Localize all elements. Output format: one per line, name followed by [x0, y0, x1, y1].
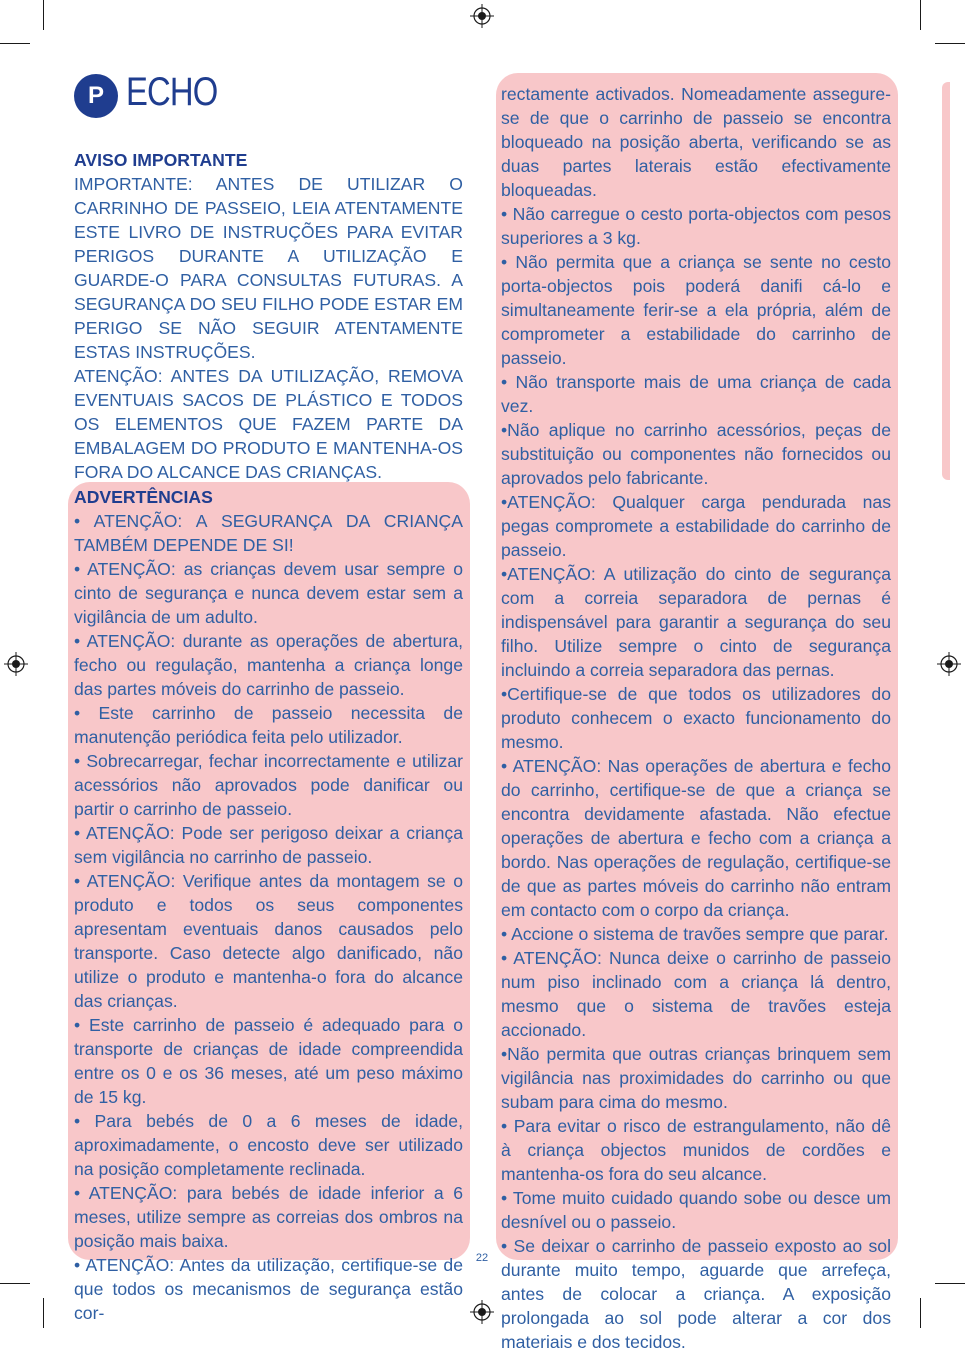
warning-item: •ATENÇÃO: A utilização do cinto de segurança com a correia separadora de pernas é indispensável para garantir a segurança do seu filho. Utilize sempre o cinto de segurança incluindo a correia separadora das pernas. [501, 564, 891, 680]
notice-paragraph: ATENÇÃO: ANTES DA UTILIZAÇÃO, REMOVA EVENTUAIS SACOS DE PLÁSTICO E TODOS OS ELEMENTOS QUE FAZEM PARTE DA EMBALAGEM DO PRODUTO E MANTENHA-OS FORA DO ALCANCE DAS CRIANÇAS. [74, 366, 463, 482]
crop-mark [43, 0, 44, 30]
warning-item: • Não permita que a criança se sente no cesto porta-objectos pois poderá danifi cá-lo e simultaneamente ferir-se a ela própria, além de comprometer a estabilidade do carrinho de passeio. [501, 252, 891, 368]
registration-mark-icon [470, 4, 494, 28]
warning-item: • ATENÇÃO: Pode ser perigoso deixar a criança sem vigilância no carrinho de passeio. [74, 823, 463, 867]
notice-paragraph: IMPORTANTE: ANTES DE UTILIZAR O CARRINHO DE PASSEIO, LEIA ATENTAMENTE ESTE LIVRO DE INSTRUÇÕES PARA EVITAR PERIGOS DURANTE A UTILIZAÇÃO E GUARDE-O PARA CONSULTAS FUTURAS. A SEGURANÇA DO SEU FILHO PODE ESTAR EM PERIGO SE NÃO SEGUIR ATENTAMENTE ESTAS INSTRUÇÕES. [74, 174, 463, 362]
crop-mark [935, 1283, 965, 1284]
crop-mark [935, 43, 965, 44]
warning-item: • ATENÇÃO: Nas operações de abertura e fecho do carrinho, certifique-se de que a criança se encontra devidamente afastada. Não efectue operações de abertura e fecho com a criança a bordo. Nas operações de regulação, certifique-se de que as partes móveis do carrinho não entram em contacto com o corpo da criança. [501, 756, 891, 920]
important-notice [74, 148, 463, 484]
warning-item: •Não permita que outras crianças brinquem sem vigilância nas proximidades do carrinho ou que subam para cima do mesmo. [501, 1044, 891, 1112]
warning-item: • Se deixar o carrinho de passeio exposto ao sol durante muito tempo, aguarde que arrefeça, antes de colocar a criança. A exposição prolongada ao sol pode alterar a cor dos materiais e dos tecidos. [501, 1236, 891, 1352]
warning-item: • ATENÇÃO: Verifique antes da montagem se o produto e todos os seus componentes apresentam eventuais danos causados pelo transporte. Caso detecte algo danificado, não utilize o produto e mantenha-o fora do alcance das crianças. [74, 871, 463, 1011]
warning-item: • ATENÇÃO: as crianças devem usar sempre o cinto de segurança e nunca devem estar sem a vigilância de um adulto. [74, 559, 463, 627]
warning-item: • ATENÇÃO: Nunca deixe o carrinho de passeio num piso inclinado com a criança lá dentro, mesmo que o sistema de travões esteja accionado. [501, 948, 891, 1040]
warnings-heading: ADVERTÊNCIAS [74, 487, 213, 507]
warning-item: rectamente activados. Nomeadamente assegure-se de que o carrinho de passeio se encontra bloqueado na posição aberta, verificando se as duas partes laterais estão efectivamente bloqueadas. [501, 84, 891, 200]
warning-item: • Este carrinho de passeio necessita de manutenção periódica feita pelo utilizador. [74, 703, 463, 747]
warning-item: • Este carrinho de passeio é adequado para o transporte de crianças de idade compreendida entre os 0 e os 36 meses, até um peso máximo de 15 kg. [74, 1015, 463, 1107]
crop-mark [0, 43, 30, 44]
warning-item: • Accione o sistema de travões sempre que parar. [501, 924, 889, 944]
crop-mark [920, 0, 921, 30]
warnings-column-right [501, 82, 891, 1354]
warnings-column-left [74, 485, 463, 1325]
product-title: ECHO [126, 70, 218, 114]
warning-item: • Não carregue o cesto porta-objectos com pesos superiores a 3 kg. [501, 204, 891, 248]
registration-mark-icon [470, 1300, 494, 1324]
language-badge: P [74, 74, 118, 118]
warning-item: •ATENÇÃO: Qualquer carga pendurada nas pegas compromete a estabilidade do carrinho de passeio. [501, 492, 891, 560]
notice-heading: AVISO IMPORTANTE [74, 150, 248, 170]
warning-item: • Tome muito cuidado quando sobe ou desce um desnível ou o passeio. [501, 1188, 891, 1232]
crop-mark [920, 1298, 921, 1328]
registration-mark-icon [937, 652, 961, 676]
registration-mark-icon [4, 652, 28, 676]
edge-color-strip [942, 82, 950, 480]
warning-item: •Certifique-se de que todos os utilizadores do produto conhecem o exacto funcionamento do mesmo. [501, 684, 891, 752]
warning-item: • ATENÇÃO: Antes da utilização, certifique-se de que todos os mecanismos de segurança estão cor- [74, 1255, 463, 1323]
warning-item: • Não transporte mais de uma criança de cada vez. [501, 372, 891, 416]
warning-item: •Não aplique no carrinho acessórios, peças de substituição ou componentes não fornecidos ou aprovados pelo fabricante. [501, 420, 891, 488]
warning-item: • ATENÇÃO: para bebés de idade inferior a 6 meses, utilize sempre as correias dos ombros na posição mais baixa. [74, 1183, 463, 1251]
warning-item: • Sobrecarregar, fechar incorrectamente e utilizar acessórios não aprovados pode danificar ou partir o carrinho de passeio. [74, 751, 463, 819]
warning-item: • Para evitar o risco de estrangulamento, não dê à criança objectos munidos de cordões e mantenha-os fora do seu alcance. [501, 1116, 891, 1184]
warning-item: • Para bebés de 0 a 6 meses de idade, aproximadamente, o encosto deve ser utilizado na posição completamente reclinada. [74, 1111, 463, 1179]
crop-mark [0, 1283, 30, 1284]
warning-item: • ATENÇÃO: durante as operações de abertura, fecho ou regulação, mantenha a criança longe das partes móveis do carrinho de passeio. [74, 631, 463, 699]
page-number: 22 [475, 1252, 489, 1264]
warning-item: • ATENÇÃO: A SEGURANÇA DA CRIANÇA TAMBÉM DEPENDE DE SI! [74, 511, 463, 555]
crop-mark [43, 1298, 44, 1328]
